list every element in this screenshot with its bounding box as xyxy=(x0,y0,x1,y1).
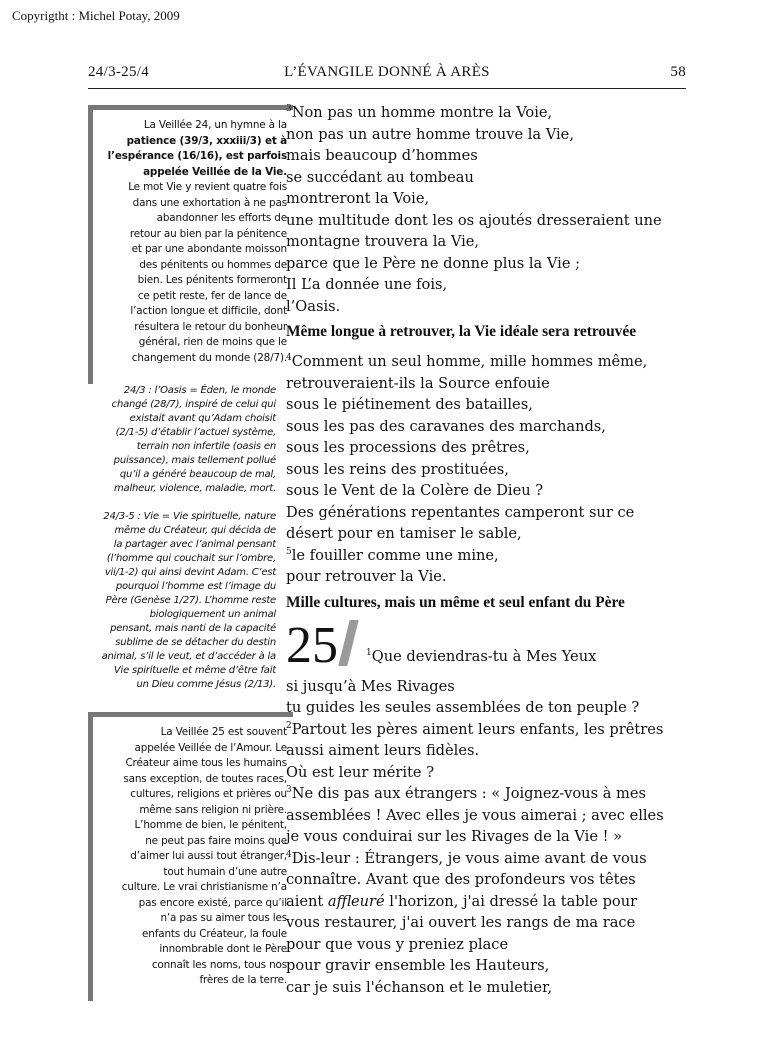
note-line: Père (Genèse 1/27). L’homme reste xyxy=(105,595,276,606)
verse-number: 3 xyxy=(286,785,292,796)
verse-line: sous le Vent de la Colère de Dieu ? xyxy=(286,482,544,499)
note-vie xyxy=(92,510,276,692)
note-line: (l’homme qui couchait sur l’ombre, xyxy=(106,553,276,564)
header-rule xyxy=(88,88,686,89)
running-header xyxy=(88,64,686,86)
verse-line: $^4$Dis-leur : Étrangers, je vous aime avant de vous xyxy=(286,849,647,867)
box-line: La Veillée 25 est souvent xyxy=(160,726,287,738)
header-page-number: 58 xyxy=(670,64,686,80)
note-line: qu’il a généré beaucoup de mal, xyxy=(119,469,276,480)
box-line: Créateur aime tous les humains xyxy=(125,757,287,769)
verse-number: 3 xyxy=(286,104,292,115)
section-heading: Même longue à retrouver, la Vie idéale sera retrouvée xyxy=(286,323,637,340)
verse-line: Des générations repentantes camperont sur ce xyxy=(286,503,635,521)
verse-line: car je suis l'échanson et le muletier, xyxy=(286,978,553,996)
note-line: 24/3 : l’Oasis = Éden, le monde xyxy=(123,385,276,396)
verse-number: 4 xyxy=(286,849,292,860)
box-line: abandonner les efforts de xyxy=(156,212,287,224)
box-line: culture. Le vrai christianisme n’a xyxy=(121,881,287,893)
box-line: résultera le retour du bonheur xyxy=(134,320,287,333)
chapter-number: 25 xyxy=(286,616,338,674)
box-line: et par une abondante moisson xyxy=(131,243,287,255)
box-line: l’action longue et difficile, dont xyxy=(130,305,287,317)
verse-number: 5 xyxy=(286,546,292,557)
verse-line: se succédant au tombeau xyxy=(286,168,474,186)
verse-number: 2 xyxy=(286,720,292,731)
main-text xyxy=(286,102,686,998)
note-line: un Dieu comme Jésus (2/13). xyxy=(136,679,276,690)
verse-line: montreront la Voie, xyxy=(286,190,430,207)
verse-line: pour gravir ensemble les Hauteurs, xyxy=(286,957,550,974)
verse-number: 1 xyxy=(366,647,372,658)
verse-line: Où est leur mérite ? xyxy=(286,763,435,781)
box-line: innombrable dont le Père xyxy=(159,943,287,955)
verse-line: connaître. Avant que des profondeurs vos têtes xyxy=(286,871,636,888)
verse-line: sous le piétinement des batailles, xyxy=(286,396,533,413)
box-line: même sans religion ni prière. xyxy=(139,803,287,816)
chapter-start xyxy=(286,616,686,676)
verse-line: $^5$le fouiller comme une mine, xyxy=(286,546,499,564)
verse-line: sous les pas des caravanes des marchands, xyxy=(286,417,606,435)
box-line: d’aimer lui aussi tout étranger, xyxy=(130,850,287,862)
verse-line: je vous conduirai sur les Rivages de la Vie ! » xyxy=(286,828,623,845)
box-line: ne peut pas faire moins que xyxy=(145,834,287,847)
note-line: 24/3-5 : Vie = Vie spirituelle, nature xyxy=(103,511,276,522)
header-book-title: L’ÉVANGILE DONNÉ À ARÈS xyxy=(284,64,490,80)
note-line: sublime de se détacher du destin xyxy=(115,637,276,648)
box-line: appelée Veillée de l’Amour. Le xyxy=(134,741,287,754)
copyright-notice: Copyrigtht : Michel Potay, 2009 xyxy=(12,8,180,23)
verse-line: $^4$Comment un seul homme, mille hommes même, xyxy=(286,353,648,370)
verse-line: montagne trouvera la Vie, xyxy=(286,233,480,250)
verse-line: désert pour en tamiser le sable, xyxy=(286,525,522,542)
box-line: La Veillée 24, un hymne à la xyxy=(143,119,287,131)
note-line: la partager avec l’animal pensant xyxy=(113,539,276,550)
verse-line: vous restaurer, j'ai ouvert les rangs de ma race xyxy=(286,914,636,931)
verse-line: aussi aiment leurs fidèles. xyxy=(286,742,480,759)
box-line: bien. Les pénitents formeront xyxy=(137,274,287,286)
verse-line: si jusqu’à Mes Rivages xyxy=(286,677,455,695)
verse-line: pour que vous y preniez place xyxy=(286,935,509,953)
note-oasis xyxy=(92,384,276,496)
box-line: retour au bien par la pénitence xyxy=(129,227,287,240)
note-line: malheur, violence, maladie, mort. xyxy=(114,483,276,494)
note-line: biologiquement un animal xyxy=(149,609,276,620)
box-line: enfants du Créateur, la foule xyxy=(142,927,287,940)
verse-number: 4 xyxy=(286,353,292,364)
verse-line: retrouveraient-ils la Source enfouie xyxy=(286,374,550,392)
note-line: changé (28/7), inspiré de celui qui xyxy=(111,399,276,410)
note-line: puissance), mais tellement pollué xyxy=(113,455,276,466)
box-line: frères de la terre. xyxy=(199,974,287,986)
box-line: appelée Veillée de la Vie. xyxy=(143,165,287,178)
verse-line: $^3$Ne dis pas aux étrangers : « Joignez-vous à mes xyxy=(286,785,647,802)
box-line: dans une exhortation à ne pas xyxy=(132,196,287,209)
box-line: patience (39/3, xxxiii/3) et à xyxy=(126,134,287,147)
note-line: (2/1-5) d’établir l’actuel système, xyxy=(115,427,276,438)
verse-line: $^1$Que deviendras-tu à Mes Yeux xyxy=(366,647,597,665)
verse-line: pour retrouver la Vie. xyxy=(286,568,447,585)
sidebar-box-veillee-25 xyxy=(88,712,293,1001)
box-line: général, rien de moins que le xyxy=(138,336,287,348)
box-line: pas encore existé, parce qu’il xyxy=(138,896,287,909)
verse-line: l’Oasis. xyxy=(286,297,341,315)
verse-line: sous les processions des prêtres, xyxy=(286,439,530,456)
box-line: cultures, religions et prières ou xyxy=(130,788,287,800)
sidebar-box-veillee-24 xyxy=(88,105,293,384)
box-line: connaît les noms, tous nos xyxy=(151,958,287,971)
verse-line: aient affleuré l'horizon, j'ai dressé la table pour xyxy=(286,892,638,910)
note-line: Vie spirituelle et même d’être fait xyxy=(113,665,276,676)
verse-line: sous les reins des prostituées, xyxy=(286,460,509,478)
verse-line: une multitude dont les os ajoutés dresseraient une xyxy=(286,211,662,229)
verse-line: parce que le Père ne donne plus la Vie ; xyxy=(286,254,581,272)
header-verse-range: 24/3-25/4 xyxy=(88,64,150,80)
note-line: animal, s’il le veut, et d’accéder à la xyxy=(101,651,276,662)
box-line: n’a pas su aimer tous les xyxy=(160,912,287,924)
box-line: Le mot Vie y revient quatre fois xyxy=(128,181,287,193)
note-line: même du Créateur, qui décida de xyxy=(114,525,276,536)
verse-line: assemblées ! Avec elles je vous aimerai ; avec elles xyxy=(286,806,664,824)
verse-line: non pas un autre homme trouve la Vie, xyxy=(286,125,574,143)
section-heading: Mille cultures, mais un même et seul enfant du Père xyxy=(286,593,625,611)
box-line: L’homme de bien, le pénitent, xyxy=(134,819,287,831)
note-line: pensant, mais nanti de la capacité xyxy=(110,623,276,634)
note-line: existait avant qu’Adam choisit xyxy=(129,413,276,424)
box-line: sans exception, de toutes races, xyxy=(123,772,287,785)
verse-line: $^2$Partout les pères aiment leurs enfants, les prêtres xyxy=(286,720,664,738)
verse-line: $^3$Non pas un homme montre la Voie, xyxy=(286,104,553,121)
box-line: ce petit reste, fer de lance de xyxy=(137,289,287,302)
verse-line: tu guides les seules assemblées de ton peuple ? xyxy=(286,699,640,716)
verse-line: Il L’a donnée une fois, xyxy=(286,276,448,293)
note-line: vii/1-2) qui ainsi devint Adam. C’est xyxy=(104,567,276,578)
box-line: changement du monde (28/7). xyxy=(131,351,287,364)
box-line: tout humain d’une autre xyxy=(163,865,287,878)
note-line: pourquoi l’homme est l’image du xyxy=(115,581,276,592)
box-line: l’espérance (16/16), est parfois xyxy=(107,150,287,162)
note-line: terrain non infertile (oasis en xyxy=(136,441,276,452)
verse-line: mais beaucoup d’hommes xyxy=(286,147,478,164)
box-line: des pénitents ou hommes de xyxy=(139,258,287,271)
